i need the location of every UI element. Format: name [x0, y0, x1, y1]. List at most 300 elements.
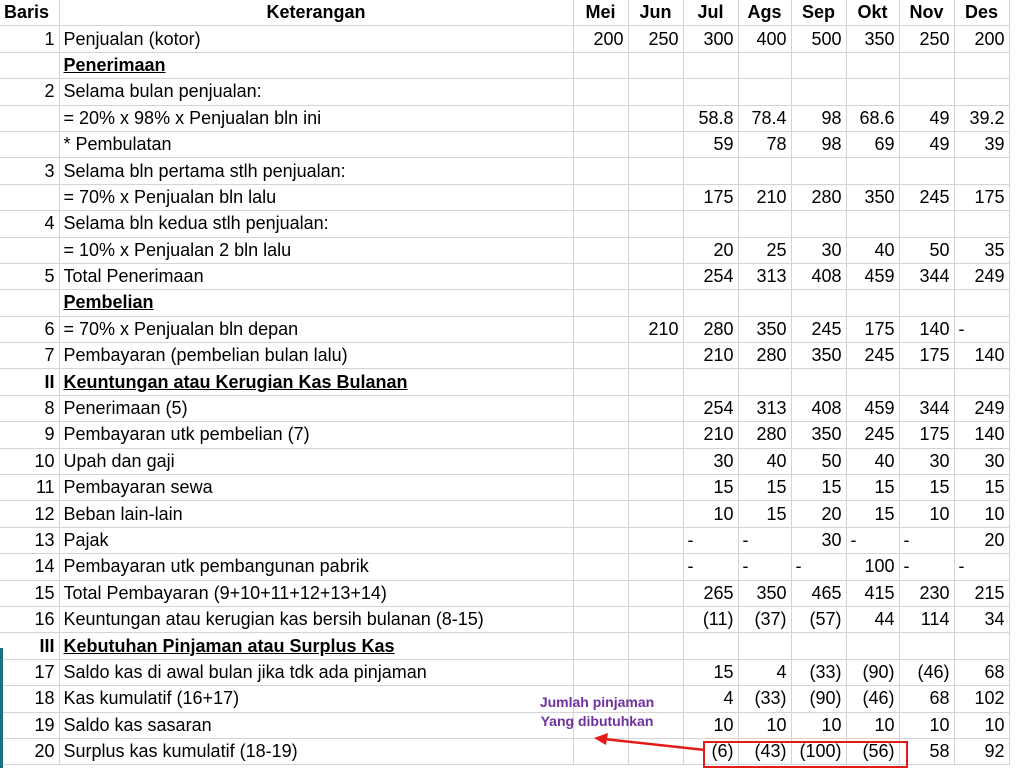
value-cell[interactable]: 20 [791, 501, 846, 527]
row-number-cell[interactable]: 17 [0, 659, 59, 685]
value-cell[interactable] [683, 158, 738, 184]
row-number-cell[interactable]: 2 [0, 79, 59, 105]
row-number-cell[interactable]: 14 [0, 554, 59, 580]
value-cell[interactable] [573, 475, 628, 501]
value-cell[interactable] [791, 52, 846, 78]
value-cell[interactable]: 30 [954, 448, 1009, 474]
value-cell[interactable] [791, 290, 846, 316]
value-cell[interactable] [573, 448, 628, 474]
row-label-cell[interactable]: Kas kumulatif (16+17) [59, 686, 573, 712]
value-cell[interactable]: (90) [791, 686, 846, 712]
row-number-cell[interactable] [0, 184, 59, 210]
value-cell[interactable] [954, 369, 1009, 395]
value-cell[interactable]: 15 [846, 501, 899, 527]
table-row [0, 211, 1009, 237]
value-cell[interactable] [628, 580, 683, 606]
row-label-cell[interactable]: Penerimaan (5) [59, 395, 573, 421]
value-cell[interactable]: 313 [738, 395, 791, 421]
value-cell[interactable] [846, 79, 899, 105]
value-cell[interactable] [791, 158, 846, 184]
value-cell[interactable] [954, 633, 1009, 659]
value-cell[interactable]: 300 [683, 26, 738, 52]
row-number-cell[interactable]: 18 [0, 686, 59, 712]
table-row [0, 527, 1009, 553]
value-cell[interactable]: 114 [899, 606, 954, 632]
value-cell[interactable]: 408 [791, 263, 846, 289]
value-cell[interactable] [683, 211, 738, 237]
value-cell[interactable] [899, 79, 954, 105]
value-cell[interactable] [573, 659, 628, 685]
value-cell[interactable]: 280 [738, 422, 791, 448]
value-cell[interactable]: 20 [683, 237, 738, 263]
value-cell[interactable]: (37) [738, 606, 791, 632]
value-cell[interactable]: 210 [683, 422, 738, 448]
table-row [0, 659, 1009, 685]
value-cell[interactable]: 313 [738, 263, 791, 289]
value-cell[interactable] [683, 369, 738, 395]
value-cell[interactable] [628, 659, 683, 685]
value-cell[interactable] [573, 343, 628, 369]
value-cell[interactable]: - [738, 554, 791, 580]
table-row [0, 475, 1009, 501]
value-cell[interactable]: 100 [846, 554, 899, 580]
table-row [0, 237, 1009, 263]
value-cell[interactable] [738, 290, 791, 316]
column-header-month[interactable]: Des [954, 0, 1009, 26]
row-number-cell[interactable]: 20 [0, 738, 59, 764]
row-label-cell[interactable]: Penjualan (kotor) [59, 26, 573, 52]
value-cell[interactable]: 140 [954, 343, 1009, 369]
value-cell[interactable] [573, 606, 628, 632]
column-header-baris[interactable]: Baris [0, 0, 59, 26]
loan-needed-annotation [522, 693, 672, 731]
value-cell[interactable] [628, 527, 683, 553]
value-cell[interactable] [738, 158, 791, 184]
column-header-month[interactable]: Sep [791, 0, 846, 26]
value-cell[interactable] [628, 369, 683, 395]
value-cell[interactable] [954, 52, 1009, 78]
value-cell[interactable]: 215 [954, 580, 1009, 606]
value-cell[interactable]: 15 [791, 475, 846, 501]
value-cell[interactable] [628, 290, 683, 316]
column-header-month[interactable]: Ags [738, 0, 791, 26]
value-cell[interactable] [899, 290, 954, 316]
value-cell[interactable] [738, 369, 791, 395]
value-cell[interactable]: 230 [899, 580, 954, 606]
row-label-cell[interactable]: = 70% x Penjualan bln lalu [59, 184, 573, 210]
value-cell[interactable] [899, 211, 954, 237]
value-cell[interactable]: 140 [954, 422, 1009, 448]
value-cell[interactable] [628, 343, 683, 369]
value-cell[interactable] [683, 633, 738, 659]
value-cell[interactable] [573, 369, 628, 395]
value-cell[interactable]: - [954, 316, 1009, 342]
row-number-cell[interactable]: 19 [0, 712, 59, 738]
section-heading: Penerimaan [63, 54, 166, 75]
value-cell[interactable] [954, 290, 1009, 316]
value-cell[interactable] [846, 290, 899, 316]
value-cell[interactable] [791, 211, 846, 237]
value-cell[interactable] [683, 79, 738, 105]
value-cell[interactable]: 68 [954, 659, 1009, 685]
value-cell[interactable]: 245 [846, 343, 899, 369]
value-cell[interactable]: 250 [899, 26, 954, 52]
value-cell[interactable]: 249 [954, 263, 1009, 289]
value-cell[interactable] [954, 79, 1009, 105]
value-cell[interactable]: 175 [683, 184, 738, 210]
value-cell[interactable] [573, 633, 628, 659]
row-number-cell[interactable]: 3 [0, 158, 59, 184]
value-cell[interactable] [954, 211, 1009, 237]
value-cell[interactable] [573, 554, 628, 580]
value-cell[interactable] [628, 211, 683, 237]
value-cell[interactable]: 245 [846, 422, 899, 448]
value-cell[interactable]: 50 [791, 448, 846, 474]
value-cell[interactable]: 35 [954, 237, 1009, 263]
value-cell[interactable] [628, 131, 683, 157]
value-cell[interactable] [573, 211, 628, 237]
value-cell[interactable]: 15 [846, 475, 899, 501]
value-cell[interactable] [628, 237, 683, 263]
value-cell[interactable]: 10 [846, 712, 899, 738]
value-cell[interactable]: 40 [846, 237, 899, 263]
value-cell[interactable] [628, 395, 683, 421]
value-cell[interactable]: 10 [683, 712, 738, 738]
table-row [0, 606, 1009, 632]
row-number-cell[interactable] [0, 105, 59, 131]
row-number-cell[interactable]: III [0, 633, 59, 659]
row-number-cell[interactable]: 11 [0, 475, 59, 501]
value-cell[interactable] [899, 52, 954, 78]
value-cell[interactable] [573, 105, 628, 131]
row-label-cell[interactable]: Saldo kas sasaran [59, 712, 573, 738]
value-cell[interactable]: (11) [683, 606, 738, 632]
value-cell[interactable] [628, 475, 683, 501]
row-label-cell[interactable]: = 20% x 98% x Penjualan bln ini [59, 105, 573, 131]
value-cell[interactable]: 68.6 [846, 105, 899, 131]
value-cell[interactable] [628, 501, 683, 527]
value-cell[interactable]: 344 [899, 395, 954, 421]
row-label-cell[interactable]: Pajak [59, 527, 573, 553]
row-label-cell[interactable]: Keuntungan atau kerugian kas bersih bulanan (8-15) [59, 606, 573, 632]
value-cell[interactable]: 140 [899, 316, 954, 342]
row-number-cell[interactable]: 13 [0, 527, 59, 553]
value-cell[interactable]: 350 [791, 343, 846, 369]
value-cell[interactable]: 210 [628, 316, 683, 342]
value-cell[interactable] [573, 395, 628, 421]
row-number-cell[interactable]: 15 [0, 580, 59, 606]
value-cell[interactable] [573, 422, 628, 448]
value-cell[interactable] [573, 52, 628, 78]
row-label-cell[interactable]: Selama bln kedua stlh penjualan: [59, 211, 573, 237]
row-label-cell[interactable]: Selama bln pertama stlh penjualan: [59, 158, 573, 184]
row-number-cell[interactable] [0, 290, 59, 316]
value-cell[interactable]: 210 [738, 184, 791, 210]
value-cell[interactable]: 15 [683, 659, 738, 685]
value-cell[interactable] [846, 158, 899, 184]
value-cell[interactable]: 254 [683, 263, 738, 289]
value-cell[interactable]: 4 [738, 659, 791, 685]
value-cell[interactable] [628, 422, 683, 448]
value-cell[interactable] [846, 633, 899, 659]
value-cell[interactable] [573, 263, 628, 289]
value-cell[interactable]: 350 [738, 316, 791, 342]
value-cell[interactable]: (46) [846, 686, 899, 712]
value-cell[interactable]: 15 [899, 475, 954, 501]
value-cell[interactable]: 102 [954, 686, 1009, 712]
row-number-cell[interactable]: 8 [0, 395, 59, 421]
row-label-cell[interactable]: Surplus kas kumulatif (18-19) [59, 738, 573, 764]
value-cell[interactable]: 98 [791, 131, 846, 157]
value-cell[interactable]: - [683, 554, 738, 580]
value-cell[interactable]: - [846, 527, 899, 553]
value-cell[interactable]: 175 [899, 343, 954, 369]
row-label-cell[interactable]: Saldo kas di awal bulan jika tdk ada pinjaman [59, 659, 573, 685]
value-cell[interactable]: 350 [846, 26, 899, 52]
value-cell[interactable]: 69 [846, 131, 899, 157]
column-header-month[interactable]: Mei [573, 0, 628, 26]
value-cell[interactable]: - [954, 554, 1009, 580]
value-cell[interactable] [573, 501, 628, 527]
value-cell[interactable]: 92 [954, 738, 1009, 764]
value-cell[interactable]: 44 [846, 606, 899, 632]
value-cell[interactable]: 10 [683, 501, 738, 527]
value-cell[interactable]: 58.8 [683, 105, 738, 131]
value-cell[interactable] [738, 52, 791, 78]
value-cell[interactable]: 98 [791, 105, 846, 131]
value-cell[interactable]: 30 [899, 448, 954, 474]
value-cell[interactable]: 30 [683, 448, 738, 474]
row-number-cell[interactable] [0, 131, 59, 157]
table-row [0, 184, 1009, 210]
value-cell[interactable] [846, 52, 899, 78]
row-label-cell[interactable]: Selama bulan penjualan: [59, 79, 573, 105]
value-cell[interactable] [573, 184, 628, 210]
value-cell[interactable] [846, 369, 899, 395]
value-cell[interactable]: 250 [628, 26, 683, 52]
value-cell[interactable] [791, 79, 846, 105]
value-cell[interactable] [791, 369, 846, 395]
row-number-cell[interactable]: 12 [0, 501, 59, 527]
value-cell[interactable]: 10 [738, 712, 791, 738]
value-cell[interactable]: 15 [683, 475, 738, 501]
value-cell[interactable]: 39 [954, 131, 1009, 157]
row-number-cell[interactable]: 16 [0, 606, 59, 632]
value-cell[interactable]: 4 [683, 686, 738, 712]
value-cell[interactable] [573, 290, 628, 316]
row-label-cell[interactable]: * Pembulatan [59, 131, 573, 157]
value-cell[interactable]: (100) [791, 738, 846, 764]
value-cell[interactable] [628, 606, 683, 632]
value-cell[interactable]: 500 [791, 26, 846, 52]
value-cell[interactable]: 78.4 [738, 105, 791, 131]
value-cell[interactable]: 280 [683, 316, 738, 342]
row-label-cell[interactable]: Beban lain-lain [59, 501, 573, 527]
value-cell[interactable] [954, 158, 1009, 184]
row-label-cell[interactable] [59, 369, 573, 395]
value-cell[interactable]: 30 [791, 237, 846, 263]
value-cell[interactable]: 415 [846, 580, 899, 606]
value-cell[interactable]: (43) [738, 738, 791, 764]
value-cell[interactable] [628, 184, 683, 210]
row-label-cell[interactable] [59, 52, 573, 78]
value-cell[interactable]: 200 [954, 26, 1009, 52]
value-cell[interactable]: 10 [899, 712, 954, 738]
column-header-month[interactable]: Jun [628, 0, 683, 26]
value-cell[interactable]: 245 [899, 184, 954, 210]
row-label-cell[interactable] [59, 633, 573, 659]
column-header-month[interactable]: Okt [846, 0, 899, 26]
value-cell[interactable] [738, 211, 791, 237]
value-cell[interactable] [628, 79, 683, 105]
value-cell[interactable] [573, 79, 628, 105]
table-row [0, 686, 1009, 712]
row-label-cell[interactable] [59, 290, 573, 316]
value-cell[interactable] [628, 263, 683, 289]
value-cell[interactable] [628, 633, 683, 659]
value-cell[interactable] [628, 158, 683, 184]
row-label-cell[interactable]: = 70% x Penjualan bln depan [59, 316, 573, 342]
value-cell[interactable]: 49 [899, 105, 954, 131]
value-cell[interactable]: (56) [846, 738, 899, 764]
value-cell[interactable]: 15 [738, 475, 791, 501]
row-number-cell[interactable]: 6 [0, 316, 59, 342]
row-label-cell[interactable]: Pembayaran sewa [59, 475, 573, 501]
row-label-cell[interactable]: = 10% x Penjualan 2 bln lalu [59, 237, 573, 263]
value-cell[interactable] [899, 369, 954, 395]
row-number-cell[interactable]: 7 [0, 343, 59, 369]
value-cell[interactable]: 10 [954, 712, 1009, 738]
column-header-keterangan[interactable]: Keterangan [59, 0, 573, 26]
row-number-cell[interactable] [0, 52, 59, 78]
value-cell[interactable]: 40 [738, 448, 791, 474]
column-header-month[interactable]: Jul [683, 0, 738, 26]
value-cell[interactable]: 400 [738, 26, 791, 52]
value-cell[interactable]: (6) [683, 738, 738, 764]
value-cell[interactable]: 78 [738, 131, 791, 157]
value-cell[interactable]: 175 [954, 184, 1009, 210]
value-cell[interactable] [683, 52, 738, 78]
row-number-cell[interactable]: II [0, 369, 59, 395]
value-cell[interactable]: 34 [954, 606, 1009, 632]
row-label-cell[interactable]: Pembayaran (pembelian bulan lalu) [59, 343, 573, 369]
row-label-cell[interactable]: Pembayaran utk pembelian (7) [59, 422, 573, 448]
value-cell[interactable]: 280 [738, 343, 791, 369]
value-cell[interactable]: 59 [683, 131, 738, 157]
value-cell[interactable]: 350 [738, 580, 791, 606]
row-number-cell[interactable]: 9 [0, 422, 59, 448]
column-header-month[interactable]: Nov [899, 0, 954, 26]
value-cell[interactable]: 344 [899, 263, 954, 289]
value-cell[interactable]: 200 [573, 26, 628, 52]
value-cell[interactable]: 459 [846, 263, 899, 289]
table-row [0, 26, 1009, 52]
value-cell[interactable] [573, 131, 628, 157]
value-cell[interactable]: 210 [683, 343, 738, 369]
table-row [0, 316, 1009, 342]
row-number-cell[interactable]: 10 [0, 448, 59, 474]
value-cell[interactable]: 49 [899, 131, 954, 157]
value-cell[interactable]: (57) [791, 606, 846, 632]
row-number-cell[interactable]: 5 [0, 263, 59, 289]
value-cell[interactable] [899, 158, 954, 184]
value-cell[interactable]: (33) [738, 686, 791, 712]
value-cell[interactable] [573, 316, 628, 342]
value-cell[interactable]: 39.2 [954, 105, 1009, 131]
value-cell[interactable]: - [899, 554, 954, 580]
table-row [0, 158, 1009, 184]
value-cell[interactable]: 10 [954, 501, 1009, 527]
value-cell[interactable]: 459 [846, 395, 899, 421]
row-number-cell[interactable] [0, 237, 59, 263]
value-cell[interactable]: (33) [791, 659, 846, 685]
value-cell[interactable]: - [683, 527, 738, 553]
value-cell[interactable] [738, 79, 791, 105]
value-cell[interactable]: 254 [683, 395, 738, 421]
value-cell[interactable]: 68 [899, 686, 954, 712]
row-label-cell[interactable]: Pembayaran utk pembangunan pabrik [59, 554, 573, 580]
value-cell[interactable] [683, 290, 738, 316]
value-cell[interactable]: 175 [846, 316, 899, 342]
value-cell[interactable] [628, 105, 683, 131]
value-cell[interactable]: 408 [791, 395, 846, 421]
value-cell[interactable]: (90) [846, 659, 899, 685]
value-cell[interactable]: 30 [791, 527, 846, 553]
value-cell[interactable]: 15 [738, 501, 791, 527]
value-cell[interactable] [899, 633, 954, 659]
value-cell[interactable]: 40 [846, 448, 899, 474]
value-cell[interactable]: 25 [738, 237, 791, 263]
value-cell[interactable] [573, 580, 628, 606]
value-cell[interactable]: 249 [954, 395, 1009, 421]
row-number-cell[interactable]: 4 [0, 211, 59, 237]
value-cell[interactable] [628, 448, 683, 474]
row-label-cell[interactable]: Upah dan gaji [59, 448, 573, 474]
value-cell[interactable]: 245 [791, 316, 846, 342]
value-cell[interactable] [738, 633, 791, 659]
row-label-cell[interactable]: Total Penerimaan [59, 263, 573, 289]
value-cell[interactable] [628, 554, 683, 580]
value-cell[interactable]: - [738, 527, 791, 553]
value-cell[interactable] [573, 237, 628, 263]
value-cell[interactable] [791, 633, 846, 659]
value-cell[interactable] [628, 52, 683, 78]
section-heading: Kebutuhan Pinjaman atau Surplus Kas [63, 635, 395, 656]
value-cell[interactable]: 350 [846, 184, 899, 210]
value-cell[interactable]: - [899, 527, 954, 553]
row-number-cell[interactable]: 1 [0, 26, 59, 52]
value-cell[interactable] [846, 211, 899, 237]
value-cell[interactable]: 175 [899, 422, 954, 448]
value-cell[interactable]: 350 [791, 422, 846, 448]
value-cell[interactable]: 50 [899, 237, 954, 263]
value-cell[interactable]: 10 [899, 501, 954, 527]
value-cell[interactable]: 280 [791, 184, 846, 210]
value-cell[interactable]: (46) [899, 659, 954, 685]
value-cell[interactable]: 58 [899, 738, 954, 764]
slide-edge-accent [0, 648, 3, 768]
value-cell[interactable] [573, 158, 628, 184]
table-row [0, 263, 1009, 289]
value-cell[interactable]: 20 [954, 527, 1009, 553]
row-label-cell[interactable]: Total Pembayaran (9+10+11+12+13+14) [59, 580, 573, 606]
value-cell[interactable]: 10 [791, 712, 846, 738]
value-cell[interactable]: - [791, 554, 846, 580]
value-cell[interactable]: 465 [791, 580, 846, 606]
value-cell[interactable] [573, 527, 628, 553]
value-cell[interactable]: 265 [683, 580, 738, 606]
value-cell[interactable]: 15 [954, 475, 1009, 501]
